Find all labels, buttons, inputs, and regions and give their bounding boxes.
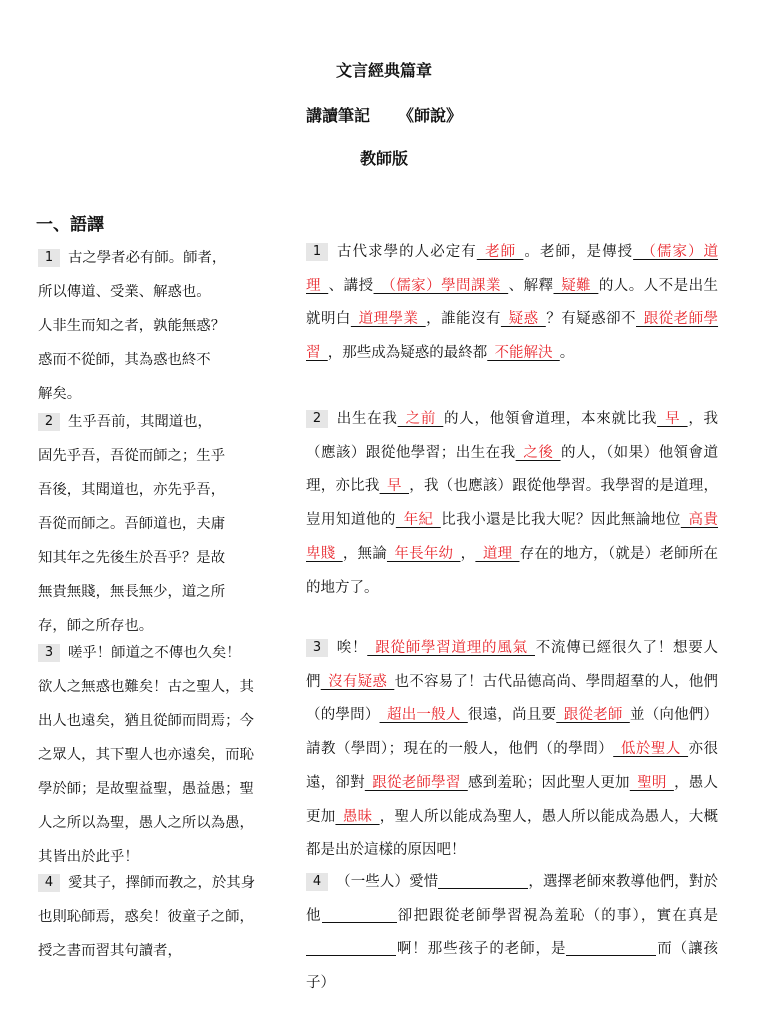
classical-line: 其皆出於此乎！ — [38, 849, 139, 865]
classical-line: 也則恥師焉，惑矣！彼童子之師， — [38, 909, 254, 925]
translation-text: 而（讓孩子） — [306, 941, 718, 992]
document-title: 文言經典篇章 — [335, 61, 432, 80]
empty-blank — [306, 940, 396, 956]
translation-text: 比我小還是比我大呢？因此無論地位 — [440, 512, 681, 529]
answer-blank: 年紀 — [395, 512, 441, 529]
classical-line: 出人也遠矣，猶且從師而問焉；今 — [38, 713, 254, 729]
translation-4 — [306, 866, 718, 1001]
subtitle-text-name: 《師說》 — [398, 106, 463, 125]
classical-line: 學於師；是故聖益聖，愚益愚；聖 — [38, 781, 254, 797]
paragraph-number: 1 — [38, 249, 60, 267]
translation-text: ，那些成為疑惑的最終都 — [327, 345, 488, 362]
answer-blank: 道理學業 — [350, 311, 426, 328]
empty-blank — [438, 873, 528, 889]
document-subtitle — [0, 103, 768, 126]
translation-text: （一些人）愛惜 — [336, 874, 439, 890]
translation-text: 、講授 — [328, 277, 374, 294]
translation-text: 亦很遠，卻對 — [306, 741, 719, 791]
answer-blank: 年長年幼 — [386, 545, 461, 562]
translation-text: 並（向他們）請教（學問）；現在的一般人，他們（的學問） — [306, 707, 719, 758]
classical-text-1 — [38, 241, 290, 411]
classical-line: 固先乎吾，吾從而師之；生乎 — [38, 448, 226, 464]
translation-text: ？有疑惑卻不 — [545, 311, 636, 328]
translation-text: 卻把跟從老師學習視為羞恥（的事），實在真是 — [396, 907, 719, 924]
classical-line: 存，師之所存也。 — [38, 618, 154, 634]
classical-line: 吾從而師之。吾師道也，夫庸 — [38, 516, 226, 532]
translation-text: 存在的地方，（就是）老師所在的地方了。 — [306, 545, 719, 596]
answer-blank: 愚昧 — [335, 808, 380, 825]
answer-blank: 不能解決 — [487, 345, 560, 362]
translation-text: ，我（應該）跟從他學習；出生在我 — [306, 411, 719, 461]
classical-line: 惑而不從師，其為惑也終不 — [38, 352, 211, 368]
translation-text: ，選擇老師來教導他們，對於他 — [306, 874, 719, 924]
translation-text: 啊！那些孩子的老師，是 — [396, 941, 567, 958]
translation-text: 感到羞恥；因此聖人更加 — [467, 774, 630, 791]
classical-line: 1 古之學者必有師。師者， — [38, 241, 290, 275]
translation-text: ，愚人更加 — [306, 774, 719, 825]
classical-line: 知其年之先後生於吾乎？是故 — [38, 550, 226, 566]
classical-line: 人之所以為聖，愚人之所以為愚， — [38, 815, 254, 831]
translation-text: ，無論 — [342, 545, 387, 562]
translation-text: 的人，（如果）他領會道理，亦比我 — [306, 444, 719, 495]
answer-blank: （儒家）學問課業 — [373, 277, 509, 294]
answer-blank: 低於聖人 — [613, 741, 689, 758]
subtitle-notes: 講讀筆記 — [305, 106, 370, 125]
translation-text: 的人。人不是出生就明白 — [306, 277, 719, 328]
answer-blank: 早 — [657, 411, 688, 427]
answer-blank: （儒家）道理 — [306, 244, 719, 294]
answer-blank: 跟從老師學習 — [306, 311, 719, 362]
translation-text: 不流傳已經很久了！想要人們 — [306, 640, 718, 690]
translation-text: 、解釋 — [508, 277, 554, 294]
paragraph-number: 4 — [306, 873, 328, 891]
classical-line: 之眾人，其下聖人也亦遠矣，而恥 — [38, 747, 254, 763]
answer-blank: 早 — [379, 478, 410, 495]
classical-line: 人非生而知之者，孰能無惑？ — [38, 318, 226, 334]
classical-line: 解矣。 — [38, 386, 82, 402]
translation-text: 。 — [559, 345, 575, 362]
classical-line: 2 生乎吾前，其聞道也， — [38, 405, 290, 439]
classical-line: 無貴無賤，無長無少，道之所 — [38, 584, 226, 600]
answer-blank: 之前 — [397, 411, 444, 427]
empty-blank — [322, 907, 397, 923]
translation-3 — [306, 632, 718, 868]
answer-blank: 高貴卑賤 — [306, 512, 719, 562]
classical-line: 4 愛其子，擇師而教之，於其身 — [38, 866, 290, 900]
section-heading: 一、語譯 — [36, 215, 104, 235]
classical-text-3 — [38, 636, 290, 874]
paragraph-number: 2 — [306, 410, 328, 428]
classical-line: 3 嗟乎！師道之不傳也久矣！ — [38, 636, 290, 670]
paragraph-number: 3 — [306, 639, 328, 657]
answer-blank: 跟從老師 — [556, 707, 630, 724]
paragraph-number: 1 — [306, 243, 328, 261]
translation-1 — [306, 236, 718, 371]
paragraph-number: 4 — [38, 874, 60, 892]
translation-text: 也不容易了！古代品德高尚、學問超羣的人，他們（的學問） — [306, 673, 719, 724]
answer-blank: 疑難 — [553, 277, 599, 294]
paragraph-number: 3 — [38, 644, 60, 662]
classical-text-2 — [38, 405, 290, 643]
answer-blank: 跟從師學習道理的風氣 — [367, 640, 535, 656]
classical-text-4 — [38, 866, 290, 968]
translation-2 — [306, 403, 718, 605]
classical-line: 所以傳道、受業、解惑也。 — [38, 284, 211, 300]
translation-text: 的人，他領會道理，本來就比我 — [443, 411, 658, 427]
translation-text: ，聖人所以能成為聖人，愚人所以能成為愚人，大概都是出於這樣的原因吧！ — [306, 808, 719, 859]
classical-line: 授之書而習其句讀者， — [38, 943, 182, 959]
classical-line: 欲人之無惑也難矣！古之聖人，其 — [38, 679, 254, 695]
translation-text: 。老師，是傳授 — [523, 244, 634, 260]
empty-blank — [566, 940, 656, 956]
paragraph-number: 2 — [38, 413, 60, 431]
answer-blank: 跟從老師學習 — [364, 774, 468, 791]
answer-blank: 老師 — [476, 244, 524, 260]
translation-text: 很遠，尚且要 — [467, 707, 557, 724]
answer-blank: 道理 — [475, 545, 520, 562]
translation-text: 古代求學的人必定有 — [336, 244, 477, 260]
translation-text: ，誰能沒有 — [425, 311, 501, 328]
classical-line: 吾後，其聞道也，亦先乎吾， — [38, 482, 226, 498]
answer-blank: 疑惑 — [500, 311, 546, 328]
answer-blank: 超出一般人 — [379, 707, 468, 724]
answer-blank: 沒有疑惑 — [320, 673, 395, 690]
answer-blank: 之後 — [515, 444, 561, 461]
edition-label: 教師版 — [359, 149, 408, 168]
translation-text: 唉！ — [336, 640, 368, 656]
translation-text: 出生在我 — [336, 411, 398, 427]
translation-text: ， — [460, 545, 476, 562]
translation-text: ，我（也應該）跟從他學習。我學習的是道理，豈用知道他的 — [306, 478, 719, 529]
answer-blank: 聖明 — [629, 774, 674, 791]
